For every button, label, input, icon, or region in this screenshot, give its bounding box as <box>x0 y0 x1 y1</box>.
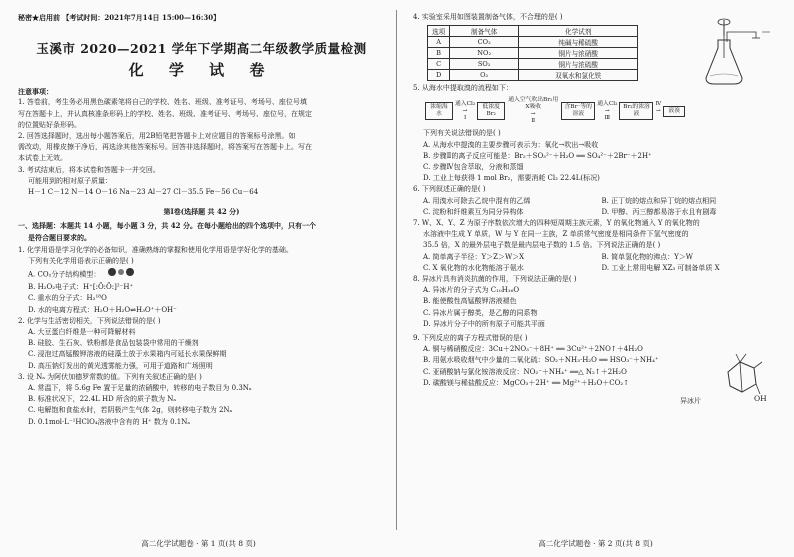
question-8: 8. 异冰片具有消炎抗菌的作用，下列说法正确的是( ) A. 异冰片的分子式为 C₁₀H₁₆O B. 能使酸性高锰酸钾溶液褪色 C. 异冰片属于醇类，是乙醇的同系物 D. 异冰片分子中的所有原子可能共平面 <box>413 275 577 328</box>
section1-instructions: 一、选择题：本题共 14 小题，每小题 3 分，共 42 分。在每小题给出的四个选项中，只有一个 是符合题目要求的。 <box>18 221 316 242</box>
exam-subtitle: 化 学 试 卷 <box>128 61 275 80</box>
q4-table: 选项 制备气体 化学试剂 A CO₂ 纯碱与稀硫酸 B NO₂ 铜片与浓硝酸 C SO₂ 铜片与浓硫酸 D O₂ 双氧水和氯化铁 <box>427 25 638 81</box>
notes-heading: 注意事项： <box>18 87 53 97</box>
question-5: 5. 从海水中提取溴的流程如下： 浓缩海水 通入Cl₂ → Ⅰ 低浓度Br₂ 通入空气吹出Br₂用X吸收 → Ⅱ 含Br⁻等的溶液 通入Cl₂ → Ⅲ Br₂的浓溶液 Ⅳ → 液溴 下列有关说法错误的是( ) A. 从海水中提溴的主要步骤可表示为：氧化→吹出→吸收 B. 步骤Ⅱ的离子反应可能是：Br₂＋SO₃²⁻＋H₂O ══ SO₄²⁻＋2Br⁻＋2H⁺ C. 步骤Ⅳ包含萃取，分液和蒸馏 D. 工业上每获得 1 mol Br₂，需要消耗 Cl₂ 22.4L(标况) <box>413 83 780 184</box>
isoborneol-structure-image <box>680 352 776 414</box>
question-6: 6. 下列叙述正确的是( ) A. 用溴水可除去乙烷中混有的乙烯 B. 正丁烷的熔点和异丁烷的熔点相同 C. 淀粉和纤维素互为同分异构体 D. 甲醇、丙三醇都易溶于水且有剧毒 <box>413 185 717 216</box>
apparatus-image <box>694 18 774 92</box>
footer-page-1: 高二化学试题卷 · 第 1 页(共 8 页) <box>141 539 256 548</box>
oh-label: OH <box>754 394 767 403</box>
question-9: 9. 下列反应的离子方程式错误的是( ) A. 铜与稀硝酸反应：3Cu＋2NO₃⁻＋8H⁺ ══ 3Cu²⁺＋2NO↑＋4H₂O B. 用氨水吸收烟气中少量的二氧化硫：SO₂＋NH₃·H₂O ══ HSO₃⁻＋NH₄⁺ C. 亚硝酸钠与氯化铵溶液反应：NO₂⁻＋NH₄⁺ ══△ N₂↑＋2H₂O D. 碳酸镁与稀盐酸反应：MgCO₃＋2H⁺ ══ Mg²⁺＋H₂O＋CO₂↑ <box>413 334 659 387</box>
page-2 <box>397 0 794 557</box>
exam-title: 玉溪市 2020—2021 学年下学期高二年级教学质量检测 <box>36 41 367 57</box>
question-1: 1. 化学用语是学习化学的必备知识，准确熟练的掌握和使用化学用语是学好化学的基础。 下列有关化学用语表示正确的是( ) A. CO₂分子结构模型： B. H₂O₂电子式：H⁺[:Ö:Ö:]²⁻H⁺ C. 重水的分子式：H₂¹⁸O D. 水的电离方程式：H₂O＋H₂O⇌H₃O⁺＋OH⁻ <box>18 245 293 314</box>
question-2: 2. 化学与生活密切相关，下列说法错误的是( ) A. 大豆蛋白纤维是一种可降解材料 B. 硅胶、生石灰、铁粉都是食品包装袋中常用的干燥剂 C. 浸泡过高锰酸钾溶液的硅藻土放于水果箱内可延长水果保鲜期 D. 高压钠灯发出的黄光透雾能力强，可用于道路和广场照明 <box>18 316 227 370</box>
co2-model-image <box>106 267 136 282</box>
bromine-flowchart: 浓缩海水 通入Cl₂ → Ⅰ 低浓度Br₂ 通入空气吹出Br₂用X吸收 → Ⅱ 含Br⁻等的溶液 通入Cl₂ → Ⅲ Br₂的浓溶液 Ⅳ → 液溴 <box>425 97 780 125</box>
isoborneol-label: 异冰片 <box>680 397 701 405</box>
notes: 1. 答卷前，考生务必用黑色碳素笔将自己的学校、姓名、班级、准考证号、考场号、座位号填 写在答题卡上，并认真核准条形码上的学校、姓名、班级、准考证号、考场号、座位号，在规定 的位置贴好条形码。 2. 回答选择题时，选出每小题答案后，用2B铅笔把答题卡上对应题目的答案标号涂黑。如 需改动，用橡皮擦干净后，再选涂其他答案标号。回答非选择题时，将答案写在答题卡上。写在 本试卷上无效。 3. 考试结束后，将本试卷和答题卡一并交回。 可能用到的相对原子质量： H－1 C－12 N－14 O－16 Na－23 Al－27 Cl－35.5 Fe－56 Cu－64 <box>18 98 312 197</box>
header-note: 秘密★启用前 【考试时间：2021年7月14日 15:00—16:30】 <box>18 13 221 22</box>
question-4: 4. 实验室采用如图装置制备气体，不合理的是( ) 选项 制备气体 化学试剂 A CO₂ 纯碱与稀硫酸 B NO₂ 铜片与浓硝酸 C SO₂ 铜片与浓硫酸 D O₂ 双氧水和氯化铁 <box>413 12 780 81</box>
footer-page-2: 高二化学试题卷 · 第 2 页(共 8 页) <box>538 539 653 548</box>
part1-heading: 第Ⅰ卷(选择题 共 42 分) <box>163 207 240 217</box>
question-3: 3. 设 Nₐ 为阿伏加德罗常数的值。下列有关叙述正确的是( ) A. 常温下，将 5.6g Fe 置于足量的浓硝酸中，转移的电子数目为 0.3Nₐ B. 标准状况下，22.4L HD 所含的质子数为 Nₐ C. 电解饱和食盐水时，若阴极产生气体 2g，则转移电子数为 2Nₐ D. 0.1mol·L⁻¹HClO₄溶液中含有的 H⁺ 数为 0.1Nₐ <box>18 372 252 426</box>
question-7: 7. W、X、Y、Z 为原子序数依次增大的四种短周期主族元素，Y 的氧化物通入 Y 的氧化物的 水溶液中生成 Y 单质，W 与 Y 在同一主族，Z 单质常气密度是相同条件下氢气密度的 35.5 倍，X 的最外层电子数是最内层电子数的 1.5 倍。下列说法正确的是( ) A. 简单离子半径：Y＞Z＞W＞X B. 简单氢化物的沸点：Y＞W C. X 氧化物的水化物能溶于氨水 D. 工业上常用电解 XZ₃ 可制备单质 X <box>413 219 720 272</box>
